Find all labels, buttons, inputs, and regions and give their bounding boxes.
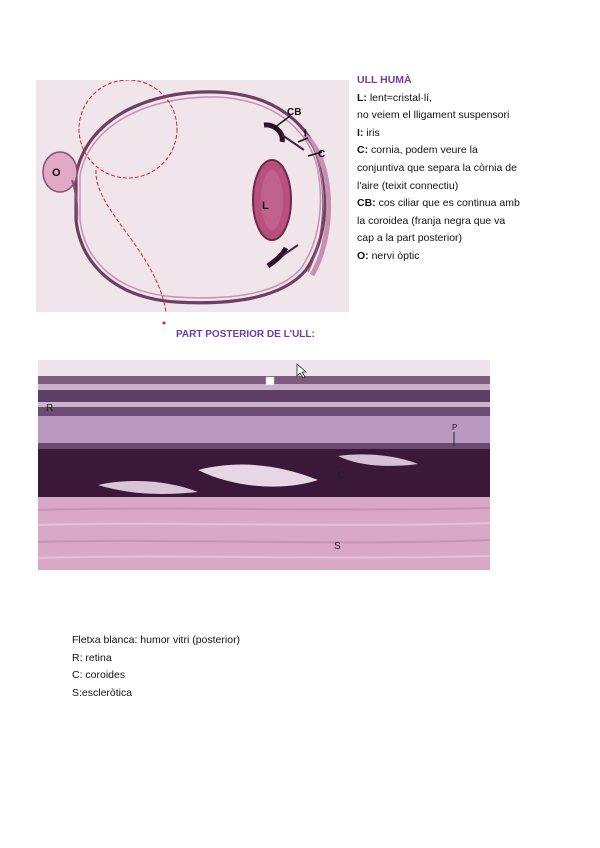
section-subheading: PART POSTERIOR DE L'ULL: — [176, 329, 315, 340]
note-line: S:escleròtica — [72, 686, 133, 699]
eye-label-cb: CB — [287, 107, 302, 118]
micrograph-label-c: C — [338, 470, 346, 481]
legend-line: CB: cos ciliar que es continua amb — [357, 197, 520, 210]
posterior-eye-micrograph — [38, 360, 490, 570]
note-line: C: coroides — [72, 669, 126, 681]
legend-line: O: nervi òptic — [357, 249, 420, 262]
legend-title: ULL HUMÀ — [357, 74, 412, 86]
micrograph-label-r: R — [46, 403, 54, 414]
micrograph-notes — [72, 632, 240, 702]
note-line: Fletxa blanca: humor vitri (posterior) — [72, 634, 241, 646]
legend — [357, 72, 597, 266]
legend-line: L: lent=cristal·lí, — [357, 91, 432, 104]
marker-dot — [161, 320, 167, 326]
micrograph-label-p: P — [452, 423, 458, 432]
eye-label-i: I — [304, 128, 307, 139]
legend-line: no veiem el lligament suspensori — [357, 109, 510, 122]
eye-label-o: O — [52, 167, 61, 179]
legend-line: conjuntiva que separa la còrnia de — [357, 161, 517, 174]
eye-section-figure — [36, 80, 349, 312]
note-line: R: retina — [72, 651, 112, 664]
legend-line: la coroidea (franja negra que va — [357, 214, 506, 227]
legend-line: C: cornia, podem veure la — [357, 144, 478, 157]
legend-line: l'aire (teixit connectiu) — [357, 179, 459, 192]
eye-label-l: L — [262, 200, 269, 212]
legend-line: cap a la part posterior) — [357, 232, 463, 245]
micrograph-label-s: S — [334, 541, 341, 552]
eye-label-c: C — [318, 149, 326, 160]
legend-line: I: iris — [357, 126, 380, 139]
